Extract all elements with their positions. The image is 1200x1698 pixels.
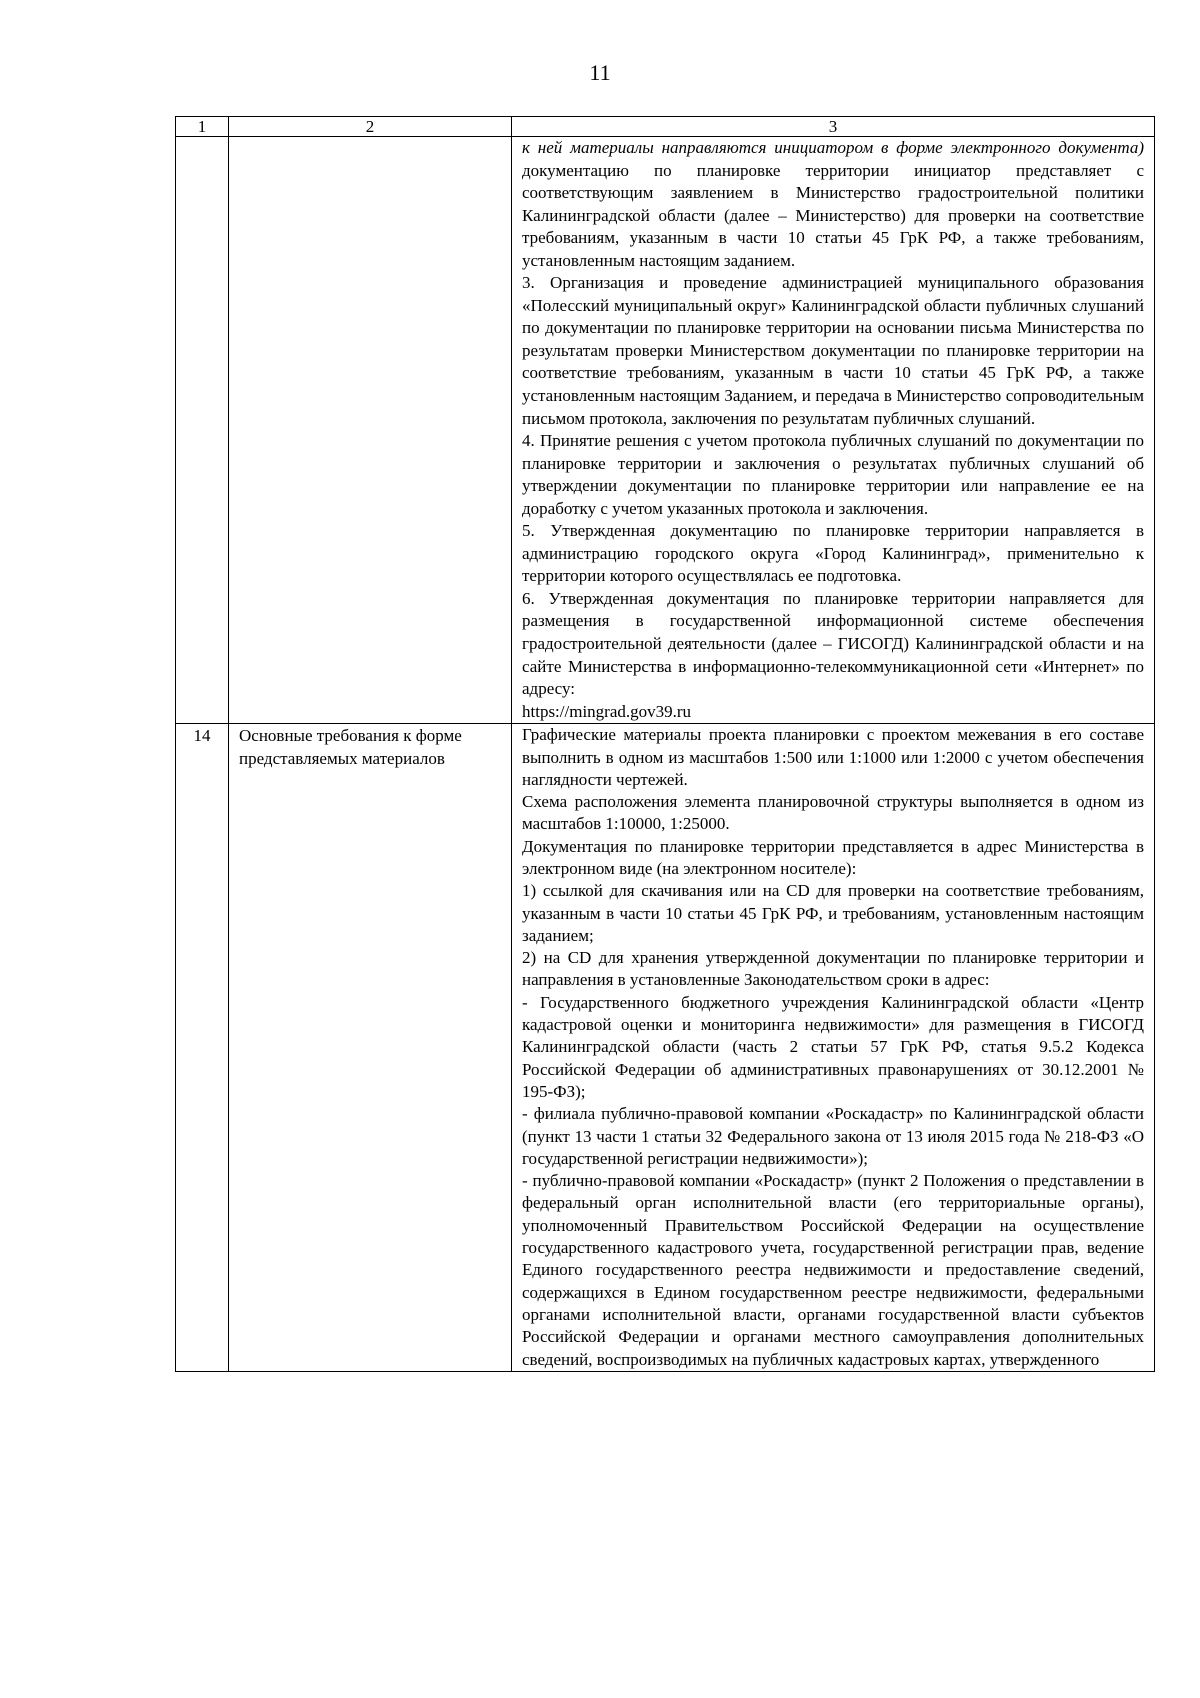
row-14-paragraph-8: - публично-правовой компании «Роскадастр» (пункт 2 Положения о представлении в федеральный орган исполнительной власти (его территориальные органы), уполномоченный Правительством Российской Федерации на осуществление государственного кадастрового учета, государственной регистрации прав, ведение Единого государственного реестра недвижимости и предоставление сведений, содержащихся в Едином государственном реестре недвижимости, федеральными органами исполнительной власти, органами государственной власти субъектов Российской Федерации и органами местного самоуправления дополнительных сведений, воспроизводимых на публичных кадастровых картах, утвержденного bbox=[522, 1171, 1144, 1369]
row-13-paragraph-5: 6. Утвержденная документация по планировке территории направляется для размещения в государственной информационной системе обеспечения градостроительной деятельности (далее – ГИСОГД) Калининградской области и на сайте Министерства в информационно-телекоммуникационной сети «Интернет» по адресу: bbox=[522, 588, 1144, 699]
row-14-paragraph-2: Схема расположения элемента планировочной структуры выполняется в одном из масштабов 1:10000, 1:25000. bbox=[522, 792, 1144, 834]
header-col-1: 1 bbox=[176, 117, 229, 137]
row-13-paragraph-1-rest: документацию по планировке территории инициатор представляет с соответствующим заявлением в Министерство градостроительной политики Калининградской области (далее – Министерство) для проверки на соответствие требованиям, указанным в части 10 статьи 45 ГрК РФ, а также требованиям, установленным настоящим заданием. bbox=[522, 160, 1144, 270]
row-14-paragraph-6: - Государственного бюджетного учреждения Калининградской области «Центр кадастровой оценки и мониторинга недвижимости» для размещения в ГИСОГД Калининградской области (часть 2 статьи 57 ГрК РФ, статья 9.5.2 Кодекса Российской Федерации об административных правонарушениях от 30.12.2001 № 195-ФЗ); bbox=[522, 992, 1144, 1101]
table-row-14 bbox=[176, 724, 1155, 1372]
row-13-paragraph-2: 3. Организация и проведение администрацией муниципального образования «Полесский муниципальный округ» Калининградской области публичных слушаний по документации по планировке территории на основании письма Министерства по результатам проверки Министерством документации по планировке территории на соответствие требованиям, указанным в части 10 статьи 45 ГрК РФ, а также установленным настоящим Заданием, и передача в Министерство сопроводительным письмом протокола, заключения по результатам публичных слушаний. bbox=[522, 273, 1144, 428]
row-13-paragraph-1 bbox=[522, 137, 1144, 272]
row-13-paragraph-4: 5. Утвержденная документацию по планировке территории направляется в администрацию городского округа «Город Калининград», применительно к территории которого осуществлялась ее подготовка. bbox=[522, 521, 1144, 586]
row-13-url: https://mingrad.gov39.ru bbox=[522, 701, 692, 721]
requirements-table bbox=[175, 116, 1155, 1372]
row-14-paragraph-7: - филиала публично-правовой компании «Роскадастр» по Калининградской области (пункт 13 части 1 статьи 32 Федерального закона от 13 июля 2015 года № 218-ФЗ «О государственной регистрации недвижимости»); bbox=[522, 1104, 1144, 1168]
row-14-content bbox=[512, 724, 1155, 1372]
row-13-paragraph-1-italic: к ней материалы направляются инициатором в форме электронного документа) bbox=[522, 138, 1144, 157]
header-col-3: 3 bbox=[512, 117, 1155, 137]
row-14-paragraph-3: Документация по планировке территории представляется в адрес Министерства в электронном виде (на электронном носителе): bbox=[522, 836, 1144, 878]
header-col-2: 2 bbox=[229, 117, 512, 137]
row-14-number: 14 bbox=[176, 724, 229, 1372]
row-14-paragraph-5: 2) на CD для хранения утвержденной документации по планировке территории и направления в установленные Законодательством сроки в адрес: bbox=[522, 948, 1144, 990]
table-row-13-continued bbox=[176, 137, 1155, 724]
row-14-paragraph-4: 1) ссылкой для скачивания или на CD для проверки на соответствие требованиям, указанным в части 10 статьи 45 ГрК РФ, и требованиям, установленным настоящим заданием; bbox=[522, 881, 1144, 945]
row-13-number bbox=[176, 137, 229, 724]
table-header-row bbox=[176, 117, 1155, 137]
row-14-paragraph-1: Графические материалы проекта планировки с проектом межевания в его составе выполнить в одном из масштабов 1:500 или 1:1000 или 1:2000 с учетом обеспечения наглядности чертежей. bbox=[522, 725, 1144, 789]
row-13-paragraph-3: 4. Принятие решения с учетом протокола публичных слушаний по документации по планировке территории и заключения о результатах публичных слушаний об утверждении документации по планировке территории или направление ее на доработку с учетом указанных протокола и заключения. bbox=[522, 431, 1144, 518]
page-number: 11 bbox=[589, 60, 611, 85]
row-13-name bbox=[229, 137, 512, 724]
row-13-content bbox=[512, 137, 1155, 724]
row-14-name: Основные требования к форме представляемых материалов bbox=[229, 724, 512, 1372]
